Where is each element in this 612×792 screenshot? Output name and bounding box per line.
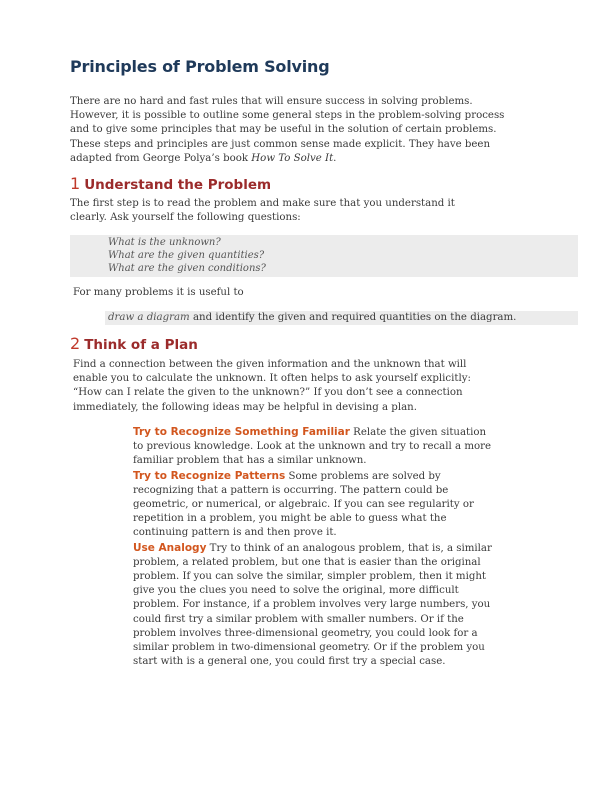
question-item: What is the unknown? [108,237,221,248]
intro-text: There are no hard and fast rules that will ensure success in solving problems. However, it is possible to outline some general steps in the problem-solving process and to give some principles that may be useful in the solution of certain problems. These steps and principles are just common sense made explicit. They have been adapted from George Polya’s book [70,96,505,164]
idea-title: Try to Recognize Patterns [133,469,286,482]
idea-title: Try to Recognize Something Familiar [133,426,350,438]
idea-text: Some problems are solved by recognizing that a pattern is occurring. The pattern could be geometric, or numerical, or algebraic. If you can see regularity or repetition in a problem, you might be able to guess what the continuing pattern is and then prove it. [133,470,474,539]
section-1-body [70,197,470,225]
useful-text: For many problems it is useful to [73,287,244,298]
section-1-title: Understand the Problem [84,177,272,193]
idea-item [133,541,493,670]
page-title: Principles of Problem Solving [70,57,330,76]
diagram-emphasis: draw a diagram [108,312,190,323]
idea-title: Use Analogy [133,541,207,554]
section-2-heading [70,335,198,354]
section-2-body [73,358,493,415]
diagram-tip-box [105,311,578,325]
diagram-rest: and identify the given and required quantities on the diagram. [189,312,517,323]
idea-item [133,469,493,541]
section-1-heading [70,175,271,194]
idea-text: Relate the given situation to previous knowledge. Look at the unknown and try to recall a more familiar problem that has a similar unknown. [133,427,492,467]
section-2-number: 2 [70,334,81,353]
idea-item [133,425,493,469]
section-2-title: Think of a Plan [84,337,198,353]
intro-paragraph [70,95,510,166]
questions-box [70,235,578,277]
section-2-text: Find a connection between the given information and the unknown that will enable you to calculate the unknown. It often helps to ask yourself explicitly: “How can I relate the given to the unknown?” If you don’t see a connection immediately, the following ideas may be helpful in devising a plan. [73,359,471,413]
question-item: What are the given quantities? [108,250,265,262]
question-item: What are the given conditions? [108,263,266,275]
ideas-list [133,425,493,669]
section-1-number: 1 [70,174,81,193]
idea-text: Try to think of an analogous problem, that is, a similar problem, a related problem, but one that is easier than the original problem. If you can solve the similar, simpler problem, then it might give you the clues you need to solve the original, more difficult problem. For instance, if a problem involves very large numbers, you could first try a similar problem with smaller numbers. Or if the problem involves three-dimensional geometry, you could look for a similar problem in two-dimensional geometry. Or if the problem you start with is a general one, you could first try a special case. [133,542,492,668]
section-1-text: The first step is to read the problem and make sure that you understand it clearly. Ask yourself the following questions: [70,198,455,224]
intro-end: . [333,152,337,164]
book-title: How To Solve It [251,152,334,164]
